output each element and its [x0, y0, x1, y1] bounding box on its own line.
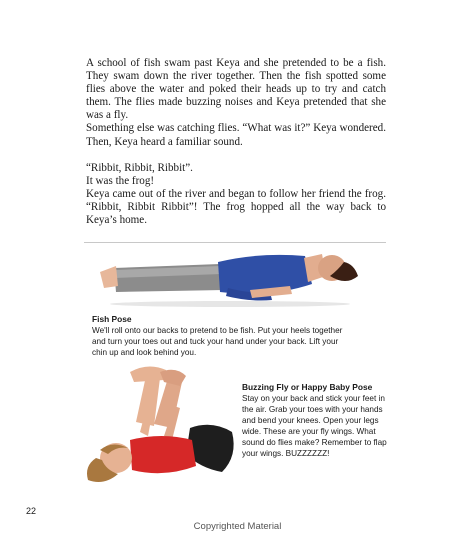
happy-baby-pose-instructions: [242, 382, 392, 459]
copyright-footer: Copyrighted Material: [193, 521, 282, 532]
story-text: [86, 57, 386, 227]
section-divider: [84, 242, 386, 243]
happy-baby-pose-text: Stay on your back and stick your feet in the air. Grab your toes with your hands and bend your knees. Open your legs wide. These are your fly wings. What sound do flies make? Remember to flap your wings. BUZZZZZZ!: [242, 394, 387, 458]
happy-baby-pose-photo: [82, 362, 242, 486]
fish-pose-title: Fish Pose: [92, 314, 132, 324]
fish-pose-instructions: [92, 314, 352, 358]
happy-baby-pose-title: Buzzing Fly or Happy Baby Pose: [242, 382, 373, 392]
story-line: It was the frog!: [86, 174, 155, 187]
story-line: A school of fish swam past Keya and she pretended to be a fish. They swam down the river together. Then the fish spotted some flies above the water and poked their heads up to try and catch them. The flies made buzzing noises and Keya pretended that she was a fly.: [86, 57, 386, 122]
story-line: Keya came out of the river and began to follow her friend the frog. “Ribbit, Ribbit Ribbit”! The frog hopped all the way back to Keya’s home.: [86, 187, 386, 227]
fish-pose-photo: [100, 246, 360, 310]
story-line: Something else was catching flies. “What was it?” Keya wondered. Then, Keya heard a familiar sound.: [86, 122, 386, 148]
fish-pose-text: We'll roll onto our backs to pretend to be fish. Put your heels together and turn your toes out and tuck your hand under your back. Lift your chin up and look behind you.: [92, 326, 343, 357]
page-number: 22: [26, 506, 37, 516]
story-line: “Ribbit, Ribbit, Ribbit”.: [86, 161, 193, 174]
